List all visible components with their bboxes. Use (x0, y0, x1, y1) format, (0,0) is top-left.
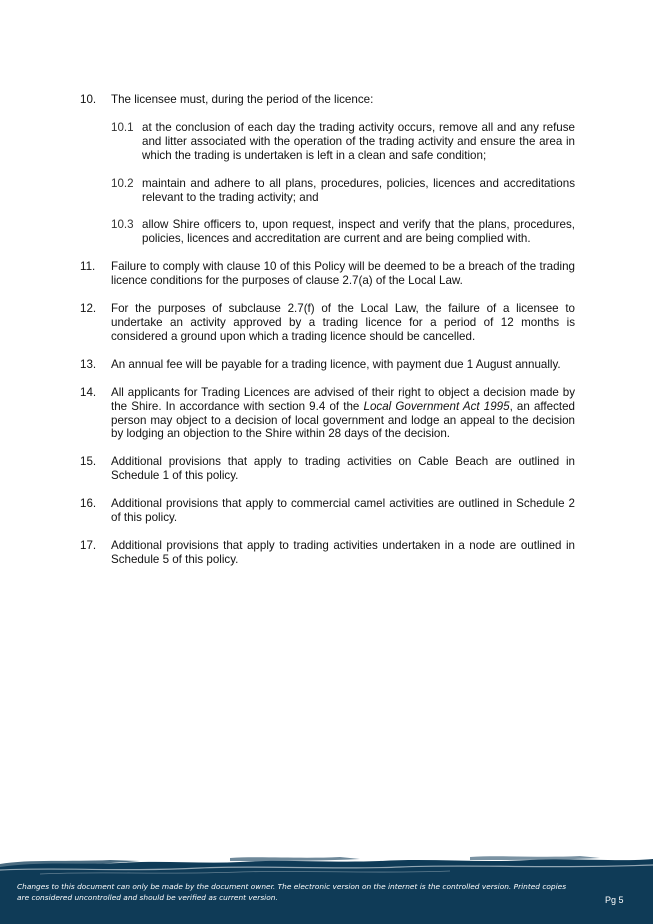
clause-17 (80, 539, 575, 567)
subclause-text: maintain and adhere to all plans, procedures, policies, licences and accreditations relevant to the trading activity; and (142, 176, 575, 204)
subclause-number: 10.2 (111, 176, 134, 190)
clause-11 (80, 260, 575, 288)
clause-text-part: All applicants for Trading Licences are advised of their right to object a decision made by the Shire. In accordance with section 9.4 of the (111, 385, 575, 413)
clause-text: Additional provisions that apply to commercial camel activities are outlined in Schedule 2 of this policy. (111, 497, 575, 525)
subclause-number: 10.3 (111, 218, 134, 232)
document-body (80, 93, 575, 581)
page-number: Pg 5 (605, 895, 624, 905)
subclause-10-1 (111, 121, 575, 163)
clause-text-part: , an affected person may object to a decision of local government and lodge an appeal to the decision by lodging an objection to the Shire within 28 days of the decision. (111, 399, 575, 441)
clause-number: 14. (80, 385, 97, 399)
clause-number: 11. (80, 260, 96, 274)
act-title: Local Government Act 1995 (363, 399, 510, 413)
clause-12 (80, 302, 575, 344)
subclause-10-2 (111, 177, 575, 205)
subclause-text: at the conclusion of each day the trading activity occurs, remove all and any refuse and litter associated with the operation of the trading activity and ensure the area in which the trading is undertaken is left in a clean and safe condition; (142, 120, 575, 162)
clause-14 (80, 386, 575, 442)
clause-number: 10. (80, 93, 97, 106)
clause-number: 15. (80, 455, 97, 469)
clause-number: 16. (80, 497, 97, 511)
clause-13 (80, 358, 575, 372)
clause-number: 17. (80, 538, 97, 552)
clause-10 (80, 93, 575, 246)
clause-number: 13. (80, 357, 97, 371)
clause-text: Failure to comply with clause 10 of this Policy will be deemed to be a breach of the trading licence conditions for the purposes of clause 2.7(a) of the Local Law. (111, 260, 575, 288)
clause-text: For the purposes of subclause 2.7(f) of the Local Law, the failure of a licensee to undertake an activity approved by a trading licence for a period of 12 months is considered a ground upon which a trading licence should be cancelled. (111, 302, 575, 343)
clause-number: 12. (80, 302, 97, 316)
clause-text: Additional provisions that apply to trading activities on Cable Beach are outlined in Schedule 1 of this policy. (111, 455, 575, 483)
clause-text: An annual fee will be payable for a trading licence, with payment due 1 August annually. (111, 357, 561, 371)
subclause-number: 10.1 (111, 120, 134, 134)
subclause-10-3 (111, 218, 575, 246)
clause-16 (80, 497, 575, 525)
clause-text: Additional provisions that apply to trading activities undertaken in a node are outlined in Schedule 5 of this policy. (111, 538, 575, 566)
clause-text (111, 386, 575, 442)
subclause-text: allow Shire officers to, upon request, inspect and verify that the plans, procedures, policies, licences and accreditation are current and are being complied with. (142, 218, 575, 246)
clause-15 (80, 455, 575, 483)
footer-disclaimer: Changes to this document can only be made by the document owner. The electronic version on the internet is the controlled version. Printed copies are considered uncontrolled and should be verified as current version. (17, 882, 567, 902)
clause-text: The licensee must, during the period of the licence: (111, 93, 374, 106)
